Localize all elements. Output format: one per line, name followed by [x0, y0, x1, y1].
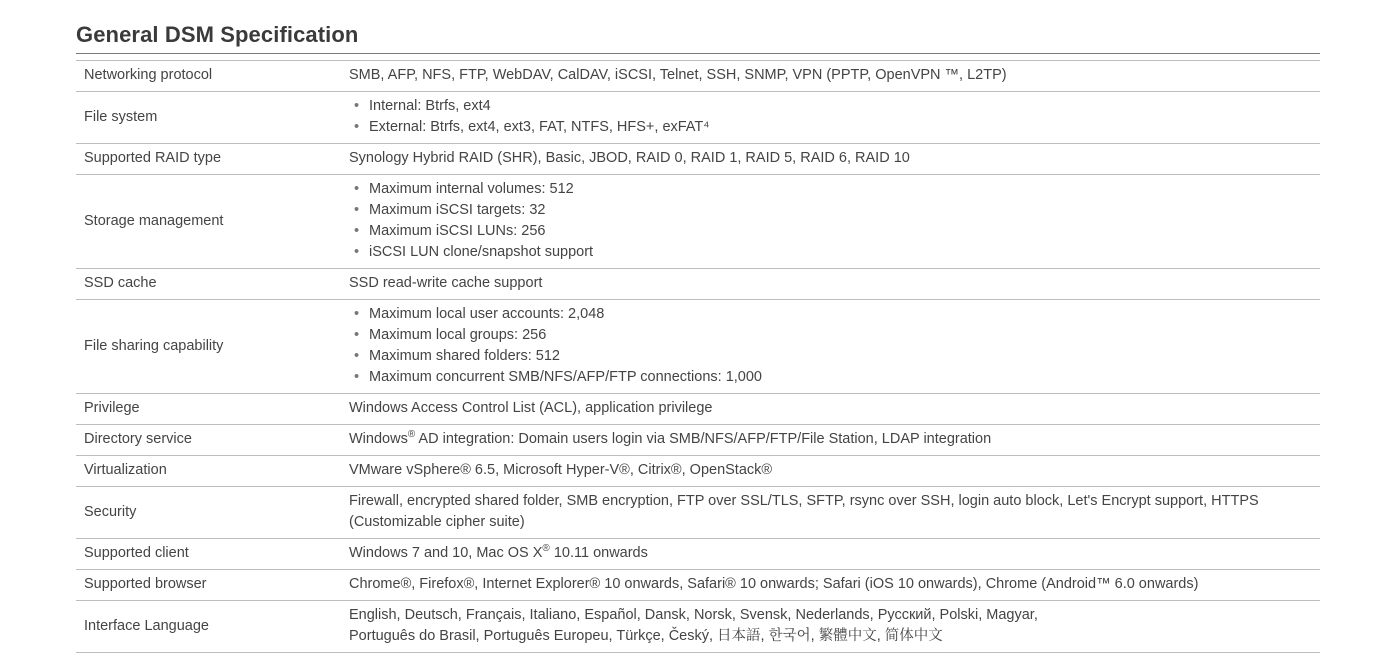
row-value: SMB, AFP, NFS, FTP, WebDAV, CalDAV, iSCSI, Telnet, SSH, SNMP, VPN (PPTP, OpenVPN ™, L2TP)	[341, 61, 1320, 92]
row-label: Directory service	[76, 425, 341, 456]
list-item: • Maximum concurrent SMB/NFS/AFP/FTP connections: 1,000	[349, 367, 1312, 388]
table-row	[76, 175, 1320, 269]
page-title: General DSM Specification	[76, 22, 359, 47]
list-item: • iSCSI LUN clone/snapshot support	[349, 242, 1312, 263]
value-text: Windows 7 and 10, Mac OS X	[349, 545, 543, 561]
list-item: • Internal: Btrfs, ext4	[349, 96, 1312, 117]
table-row	[76, 144, 1320, 175]
row-label: File system	[76, 92, 341, 144]
row-value	[341, 601, 1320, 653]
row-label: Interface Language	[76, 601, 341, 653]
row-label: File sharing capability	[76, 300, 341, 394]
list-item: • External: Btrfs, ext4, ext3, FAT, NTFS, HFS+, exFAT⁴	[349, 117, 1312, 138]
row-value	[341, 175, 1320, 269]
row-value: SSD read-write cache support	[341, 269, 1320, 300]
row-label: Security	[76, 487, 341, 539]
value-text: Windows	[349, 431, 408, 447]
row-value	[341, 425, 1320, 456]
table-row	[76, 269, 1320, 300]
table-row	[76, 570, 1320, 601]
language-line: English, Deutsch, Français, Italiano, Español, Dansk, Norsk, Svensk, Nederlands, Русский, Polski, Magyar,	[349, 607, 1038, 623]
row-label: Supported RAID type	[76, 144, 341, 175]
table-row	[76, 456, 1320, 487]
row-value	[341, 539, 1320, 570]
registered-mark: ®	[407, 429, 416, 441]
table-row	[76, 601, 1320, 653]
list-item: • Maximum local user accounts: 2,048	[349, 304, 1312, 325]
table-row	[76, 539, 1320, 570]
table-row	[76, 394, 1320, 425]
list-item: • Maximum shared folders: 512	[349, 346, 1312, 367]
bullet-list	[349, 96, 1312, 138]
row-label: Supported browser	[76, 570, 341, 601]
list-item: • Maximum local groups: 256	[349, 325, 1312, 346]
row-value: Synology Hybrid RAID (SHR), Basic, JBOD, RAID 0, RAID 1, RAID 5, RAID 6, RAID 10	[341, 144, 1320, 175]
table-row	[76, 300, 1320, 394]
registered-mark: ®	[542, 543, 550, 555]
row-label: Networking protocol	[76, 61, 341, 92]
value-text: 10.11 onwards	[549, 545, 648, 561]
row-value: VMware vSphere® 6.5, Microsoft Hyper-V®, Citrix®, OpenStack®	[341, 456, 1320, 487]
language-line: Português do Brasil, Português Europeu, Türkçe, Český, 日本語, 한국어, 繁體中文, 简体中文	[349, 628, 943, 644]
row-value: Chrome®, Firefox®, Internet Explorer® 10 onwards, Safari® 10 onwards; Safari (iOS 10 onwards), Chrome (Android™ 6.0 onwards)	[341, 570, 1320, 601]
row-value	[341, 92, 1320, 144]
list-item: • Maximum iSCSI LUNs: 256	[349, 221, 1312, 242]
row-label: SSD cache	[76, 269, 341, 300]
row-label: Virtualization	[76, 456, 341, 487]
table-row	[76, 487, 1320, 539]
list-item: • Maximum internal volumes: 512	[349, 179, 1312, 200]
row-label: Supported client	[76, 539, 341, 570]
bullet-list	[349, 179, 1312, 263]
row-value	[341, 300, 1320, 394]
row-label: Storage management	[76, 175, 341, 269]
row-value: Windows Access Control List (ACL), application privilege	[341, 394, 1320, 425]
title-divider	[76, 53, 1320, 54]
list-item: • Maximum iSCSI targets: 32	[349, 200, 1312, 221]
table-row	[76, 61, 1320, 92]
spec-table	[76, 60, 1320, 653]
row-label: Privilege	[76, 394, 341, 425]
bullet-list	[349, 304, 1312, 388]
row-value: Firewall, encrypted shared folder, SMB encryption, FTP over SSL/TLS, SFTP, rsync over SSH, login auto block, Let's Encrypt support, HTTPS (Customizable cipher suite)	[341, 487, 1320, 539]
table-row	[76, 92, 1320, 144]
value-text: AD integration: Domain users login via SMB/NFS/AFP/FTP/File Station, LDAP integration	[415, 431, 992, 447]
table-row	[76, 425, 1320, 456]
